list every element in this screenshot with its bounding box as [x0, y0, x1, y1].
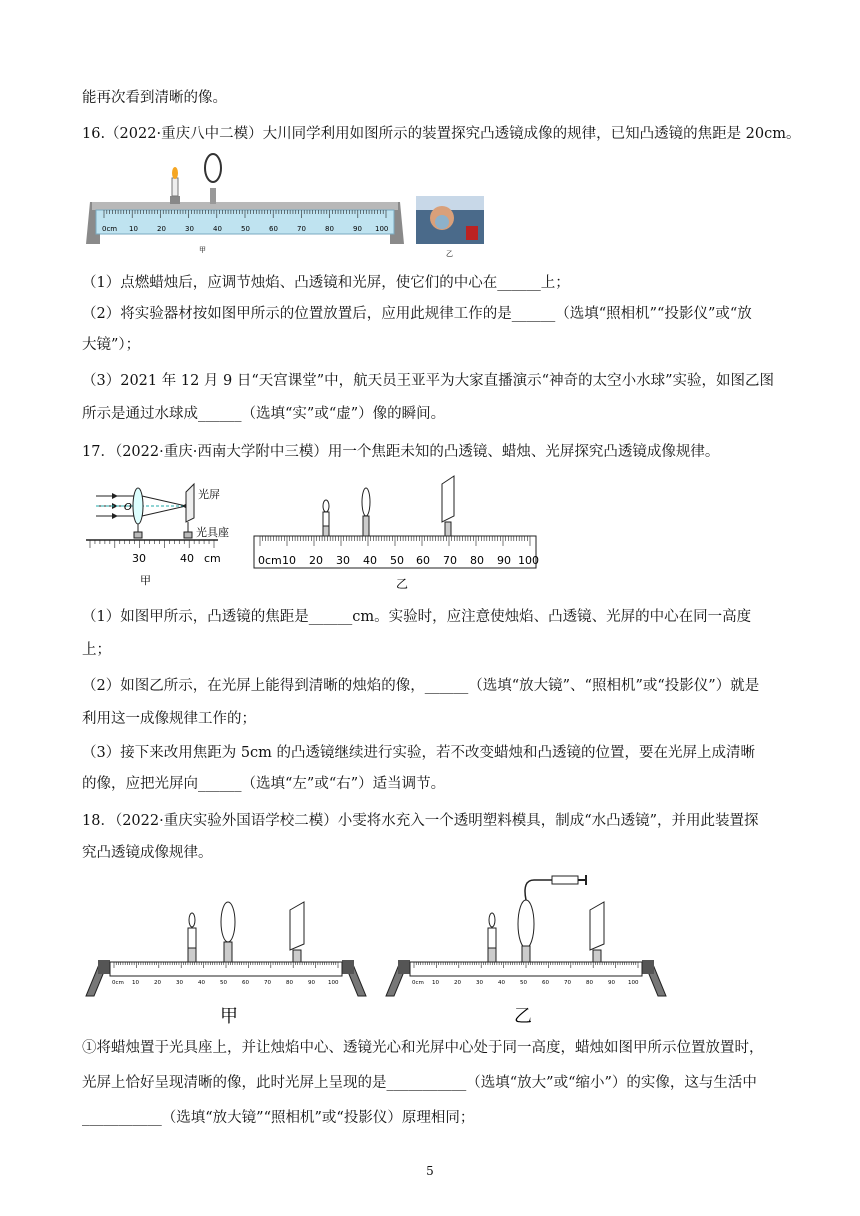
- tick-label: 20: [154, 980, 161, 986]
- text-line: 能再次看到清晰的像。: [82, 90, 227, 106]
- text-line: 所示是通过水球成______（选填“实”或“虚”）像的瞬间。: [82, 406, 446, 422]
- text-line: 光屏上恰好呈现清晰的像，此时光屏上呈现的是___________（选填“放大”或“缩小”）的实像，这与生活中: [82, 1075, 757, 1091]
- tick-label: 40: [213, 225, 222, 233]
- water-ball-photo: [416, 196, 484, 244]
- text-line: ①将蜡烛置于光具座上，并让烛焰中心、透镜光心和光屏中心处于同一高度，蜡烛如图甲所示位置放置时，: [82, 1040, 764, 1056]
- text-line: 利用这一成像规律工作的；: [82, 711, 256, 727]
- lens-icon: [518, 900, 534, 962]
- tick-label: 20: [454, 980, 461, 986]
- ruler-labels: [412, 980, 639, 986]
- text-line: （3）接下来改用焦距为 5cm 的凸透镜继续进行实验，若不改变蜡烛和凸透镜的位置，要在光屏上成清晰: [82, 745, 756, 761]
- text-line: （2）将实验器材按如图甲所示的位置放置后，应用此规律工作的是______（选填“照相机”“投影仪”或“放: [82, 306, 752, 322]
- tick-label: 30: [132, 552, 146, 565]
- text-line: （2）如图乙所示，在光屏上能得到清晰的烛焰的像，______（选填“放大镜”、“照相机”或“投影仪”）就是: [82, 678, 760, 694]
- ruler-labels: [112, 980, 339, 986]
- bench-b: [386, 875, 666, 1027]
- tick-label: 90: [497, 554, 511, 567]
- figure-caption: 乙: [396, 577, 409, 591]
- figure-caption: 乙: [514, 1006, 532, 1027]
- tick-label: 90: [353, 225, 362, 233]
- text-line: 究凸透镜成像规律。: [82, 845, 213, 861]
- figure-17b: [250, 470, 542, 592]
- tick-label: 0cm: [412, 980, 424, 986]
- tick-label: 90: [608, 980, 615, 986]
- screen-icon: [442, 476, 454, 536]
- tick-label: 30: [176, 980, 183, 986]
- page-number: 5: [426, 1164, 434, 1178]
- figure-18: [82, 870, 674, 1030]
- tick-label: 10: [132, 980, 139, 986]
- tick-label: 50: [520, 980, 527, 986]
- screen-icon: [590, 902, 604, 962]
- lens-icon: [205, 154, 221, 204]
- text-line: （3）2021 年 12 月 9 日“天宫课堂”中，航天员王亚平为大家直播演示“神奇的太空小水球”实验，如图乙图: [82, 373, 774, 389]
- tick-label: 0cm: [102, 225, 118, 233]
- tick-label: 80: [586, 980, 593, 986]
- tick-label: 30: [336, 554, 350, 567]
- candle-icon: [323, 500, 329, 536]
- syringe-icon: [525, 875, 586, 900]
- text-line: ___________（选填“放大镜”“照相机”或“投影仪）原理相同；: [82, 1110, 475, 1126]
- tick-label: 10: [129, 225, 138, 233]
- tick-label: 40: [198, 980, 205, 986]
- tick-label: 80: [325, 225, 334, 233]
- tick-label: 50: [390, 554, 404, 567]
- tick-label: cm: [204, 552, 221, 565]
- text-line: 大镜”）；: [82, 337, 141, 353]
- tick-label: 10: [282, 554, 296, 567]
- figure-caption: 甲: [220, 1006, 238, 1027]
- tick-label: 90: [308, 980, 315, 986]
- tick-label: 80: [286, 980, 293, 986]
- tick-label: 50: [220, 980, 227, 986]
- tick-label: 20: [157, 225, 166, 233]
- figure-caption: 甲: [140, 574, 151, 587]
- tick-label: 0cm: [258, 554, 282, 567]
- tick-label: 60: [269, 225, 278, 233]
- tick-label: 100: [375, 225, 389, 233]
- label-o: O: [124, 502, 132, 513]
- bench-a: [86, 902, 366, 1027]
- question-17-stem: 17．（2022·重庆·西南大学附中三模）用一个焦距未知的凸透镜、蜡烛、光屏探究凸透镜成像规律。: [82, 444, 720, 460]
- tick-label: 100: [628, 980, 639, 986]
- tick-label: 70: [564, 980, 571, 986]
- figure-16: [82, 152, 502, 262]
- tick-label: 50: [241, 225, 250, 233]
- text-line: 的像，应把光屏向______（选填“左”或“右”）适当调节。: [82, 776, 446, 792]
- candle-icon: [188, 913, 196, 962]
- tick-label: 100: [518, 554, 539, 567]
- candle-icon: [488, 913, 496, 962]
- text-line: 上；: [82, 642, 111, 658]
- question-16-stem: 16.（2022·重庆八中二模）大川同学利用如图所示的装置探究凸透镜成像的规律，已知凸透镜的焦距是 20cm。: [82, 126, 801, 142]
- screen-icon: [290, 902, 304, 962]
- tick-label: 40: [498, 980, 505, 986]
- tick-label: 40: [180, 552, 194, 565]
- figure-17a: [82, 478, 252, 588]
- tick-label: 60: [242, 980, 249, 986]
- tick-label: 100: [328, 980, 339, 986]
- tick-label: 70: [264, 980, 271, 986]
- tick-label: 60: [416, 554, 430, 567]
- tick-label: 80: [470, 554, 484, 567]
- tick-label: 70: [443, 554, 457, 567]
- text-line: （1）如图甲所示，凸透镜的焦距是______cm。实验时，应注意使烛焰、凸透镜、光屏的中心在同一高度: [82, 609, 752, 625]
- candle-icon: [170, 167, 180, 204]
- text-line: （1）点燃蜡烛后，应调节烛焰、凸透镜和光屏，使它们的中心在______上；: [82, 275, 570, 291]
- tick-label: 0cm: [112, 980, 124, 986]
- tick-label: 70: [297, 225, 306, 233]
- tick-label: 60: [542, 980, 549, 986]
- figure-caption: 甲: [199, 246, 206, 254]
- figure-caption: 乙: [446, 250, 453, 258]
- label-screen: 光屏: [198, 488, 220, 501]
- lens-icon: [362, 488, 370, 536]
- tick-label: 20: [309, 554, 323, 567]
- lens-icon: [221, 902, 235, 962]
- label-base: 光具座: [196, 526, 229, 539]
- tick-label: 10: [432, 980, 439, 986]
- tick-label: 30: [185, 225, 194, 233]
- tick-label: 30: [476, 980, 483, 986]
- tick-label: 40: [363, 554, 377, 567]
- question-18-stem: 18．（2022·重庆实验外国语学校二模）小雯将水充入一个透明塑料模具，制成“水凸透镜”，并用此装置探: [82, 813, 759, 829]
